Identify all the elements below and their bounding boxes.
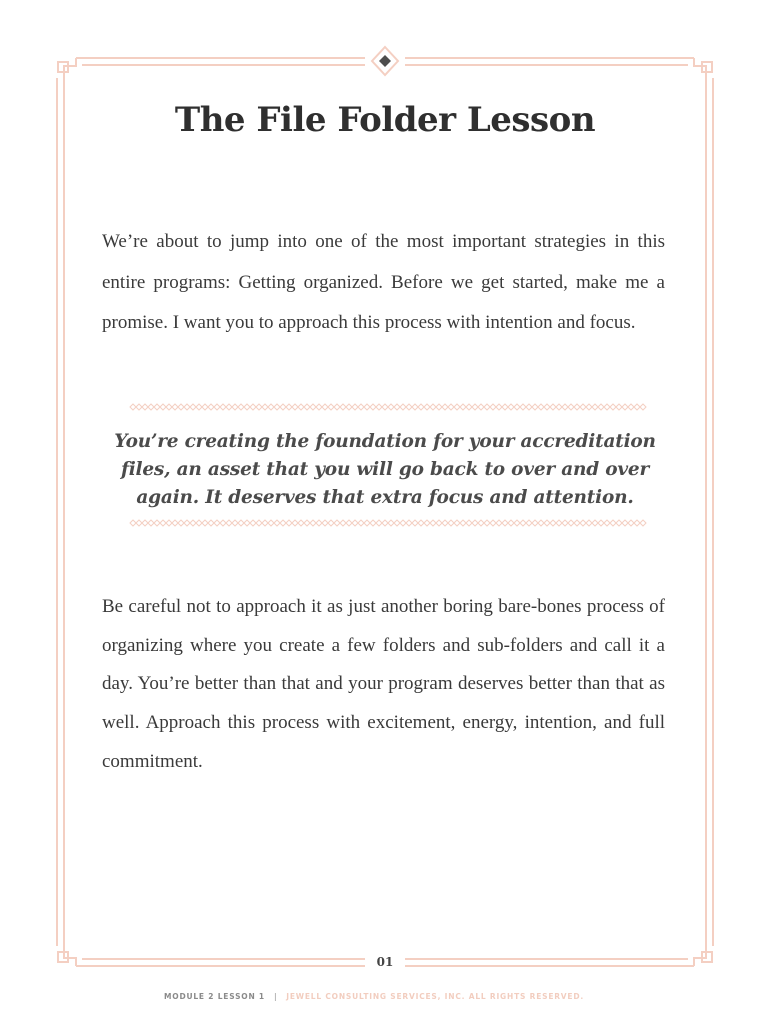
footer <box>164 992 584 1001</box>
diamond-icon <box>379 55 391 67</box>
page-title: The File Folder Lesson <box>174 100 596 140</box>
footer-module-label: MODULE 2 LESSON 1 <box>164 992 265 1001</box>
footer-copyright: JEWELL CONSULTING SERVICES, INC. ALL RIGHTS RESERVED. <box>286 992 585 1001</box>
divider-top <box>130 404 646 410</box>
footer-separator: | <box>273 992 278 1001</box>
body-paragraph: Be careful not to approach it as just another boring bare-bones process of organizing where you create a few folders and sub-folders and call it a day. You’re better than that and your program deserves better than that as well. Approach this process with excitement, energy, intention, and full commitment. <box>102 596 665 772</box>
pull-quote: You’re creating the foundation for your accreditation files, an asset that you will go back to over and over again. It deserves that extra focus and attention. <box>114 431 656 508</box>
intro-paragraph: We’re about to jump into one of the most important strategies in this entire programs: Getting organized. Before we get started, make me a promise. I want you to approach this process with intention and focus. <box>102 231 665 334</box>
page-number: 01 <box>376 955 394 969</box>
divider-bottom <box>130 520 646 526</box>
